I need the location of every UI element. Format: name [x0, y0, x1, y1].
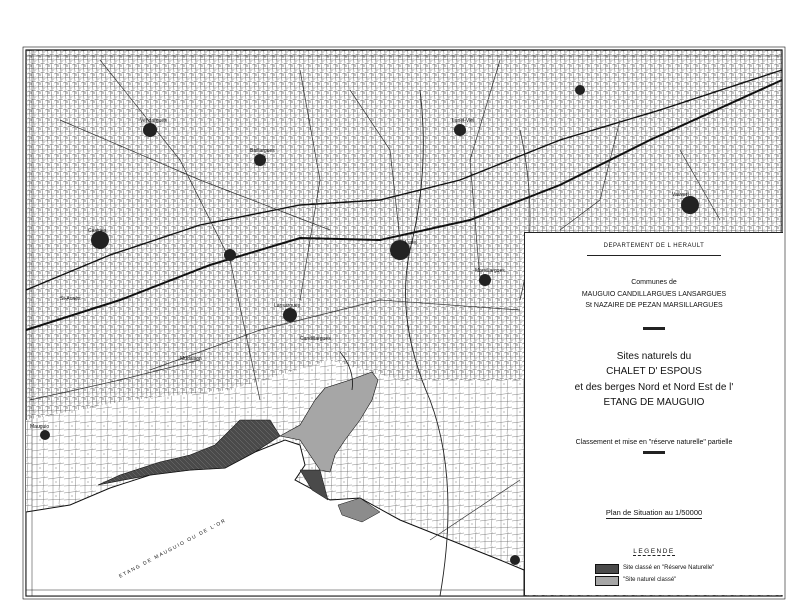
town-label: Castries — [88, 228, 107, 234]
legend-title-text: LEGENDE — [633, 548, 675, 555]
site-title-line1: Sites naturels du — [616, 351, 692, 362]
site-title-line2: CHALET D' ESPOUS — [606, 366, 702, 377]
classement-note: Classement et mise en "réserve naturelle" partielle — [575, 439, 733, 446]
site-title-line3: et des berges Nord et Nord Est de l' — [574, 382, 734, 393]
communes-title: Communes de — [631, 279, 677, 286]
legend-label-site-classe: "Site naturel classé" — [623, 577, 677, 583]
department-label: DEPARTEMENT DE L HERAULT — [603, 243, 705, 249]
legend-swatch-reserve — [595, 564, 619, 574]
separator-bar — [643, 327, 665, 330]
communes-list-line1: MAUGUIO CANDILLARGUES LANSARGUES — [581, 291, 727, 298]
town-label: Baillargues — [250, 148, 275, 154]
town-label: Mudaison — [180, 356, 202, 362]
town-label: Lunel — [405, 240, 418, 246]
communes-list-line2: St NAZAIRE DE PEZAN MARSILLARGUES — [585, 302, 723, 309]
separator-bar — [643, 451, 665, 454]
title-panel — [524, 232, 783, 595]
town-label: Vauvert — [672, 192, 689, 198]
plan-scale — [525, 508, 783, 517]
town-label: Mauguio — [30, 424, 50, 430]
lagoon-label: ETANG DE MAUGUIO OU DE L'OR — [118, 517, 228, 580]
town-label: Candillargues — [300, 336, 331, 342]
plan-scale-text: Plan de Situation au 1/50000 — [605, 508, 703, 517]
site-title-line4: ETANG DE MAUGUIO — [603, 397, 705, 408]
legend-title — [525, 548, 783, 555]
town-label: Lansargues — [274, 303, 301, 309]
legend-swatch-site-classe — [595, 576, 619, 586]
town-label: Marsillargues — [475, 268, 505, 274]
town-label: Lunel-Viel — [452, 118, 475, 124]
divider — [587, 255, 721, 256]
legend-label-reserve: Site classé en "Réserve Naturelle" — [623, 565, 715, 571]
town-label: St-Aunès — [60, 296, 81, 302]
town-label: Vendargues — [140, 118, 167, 124]
